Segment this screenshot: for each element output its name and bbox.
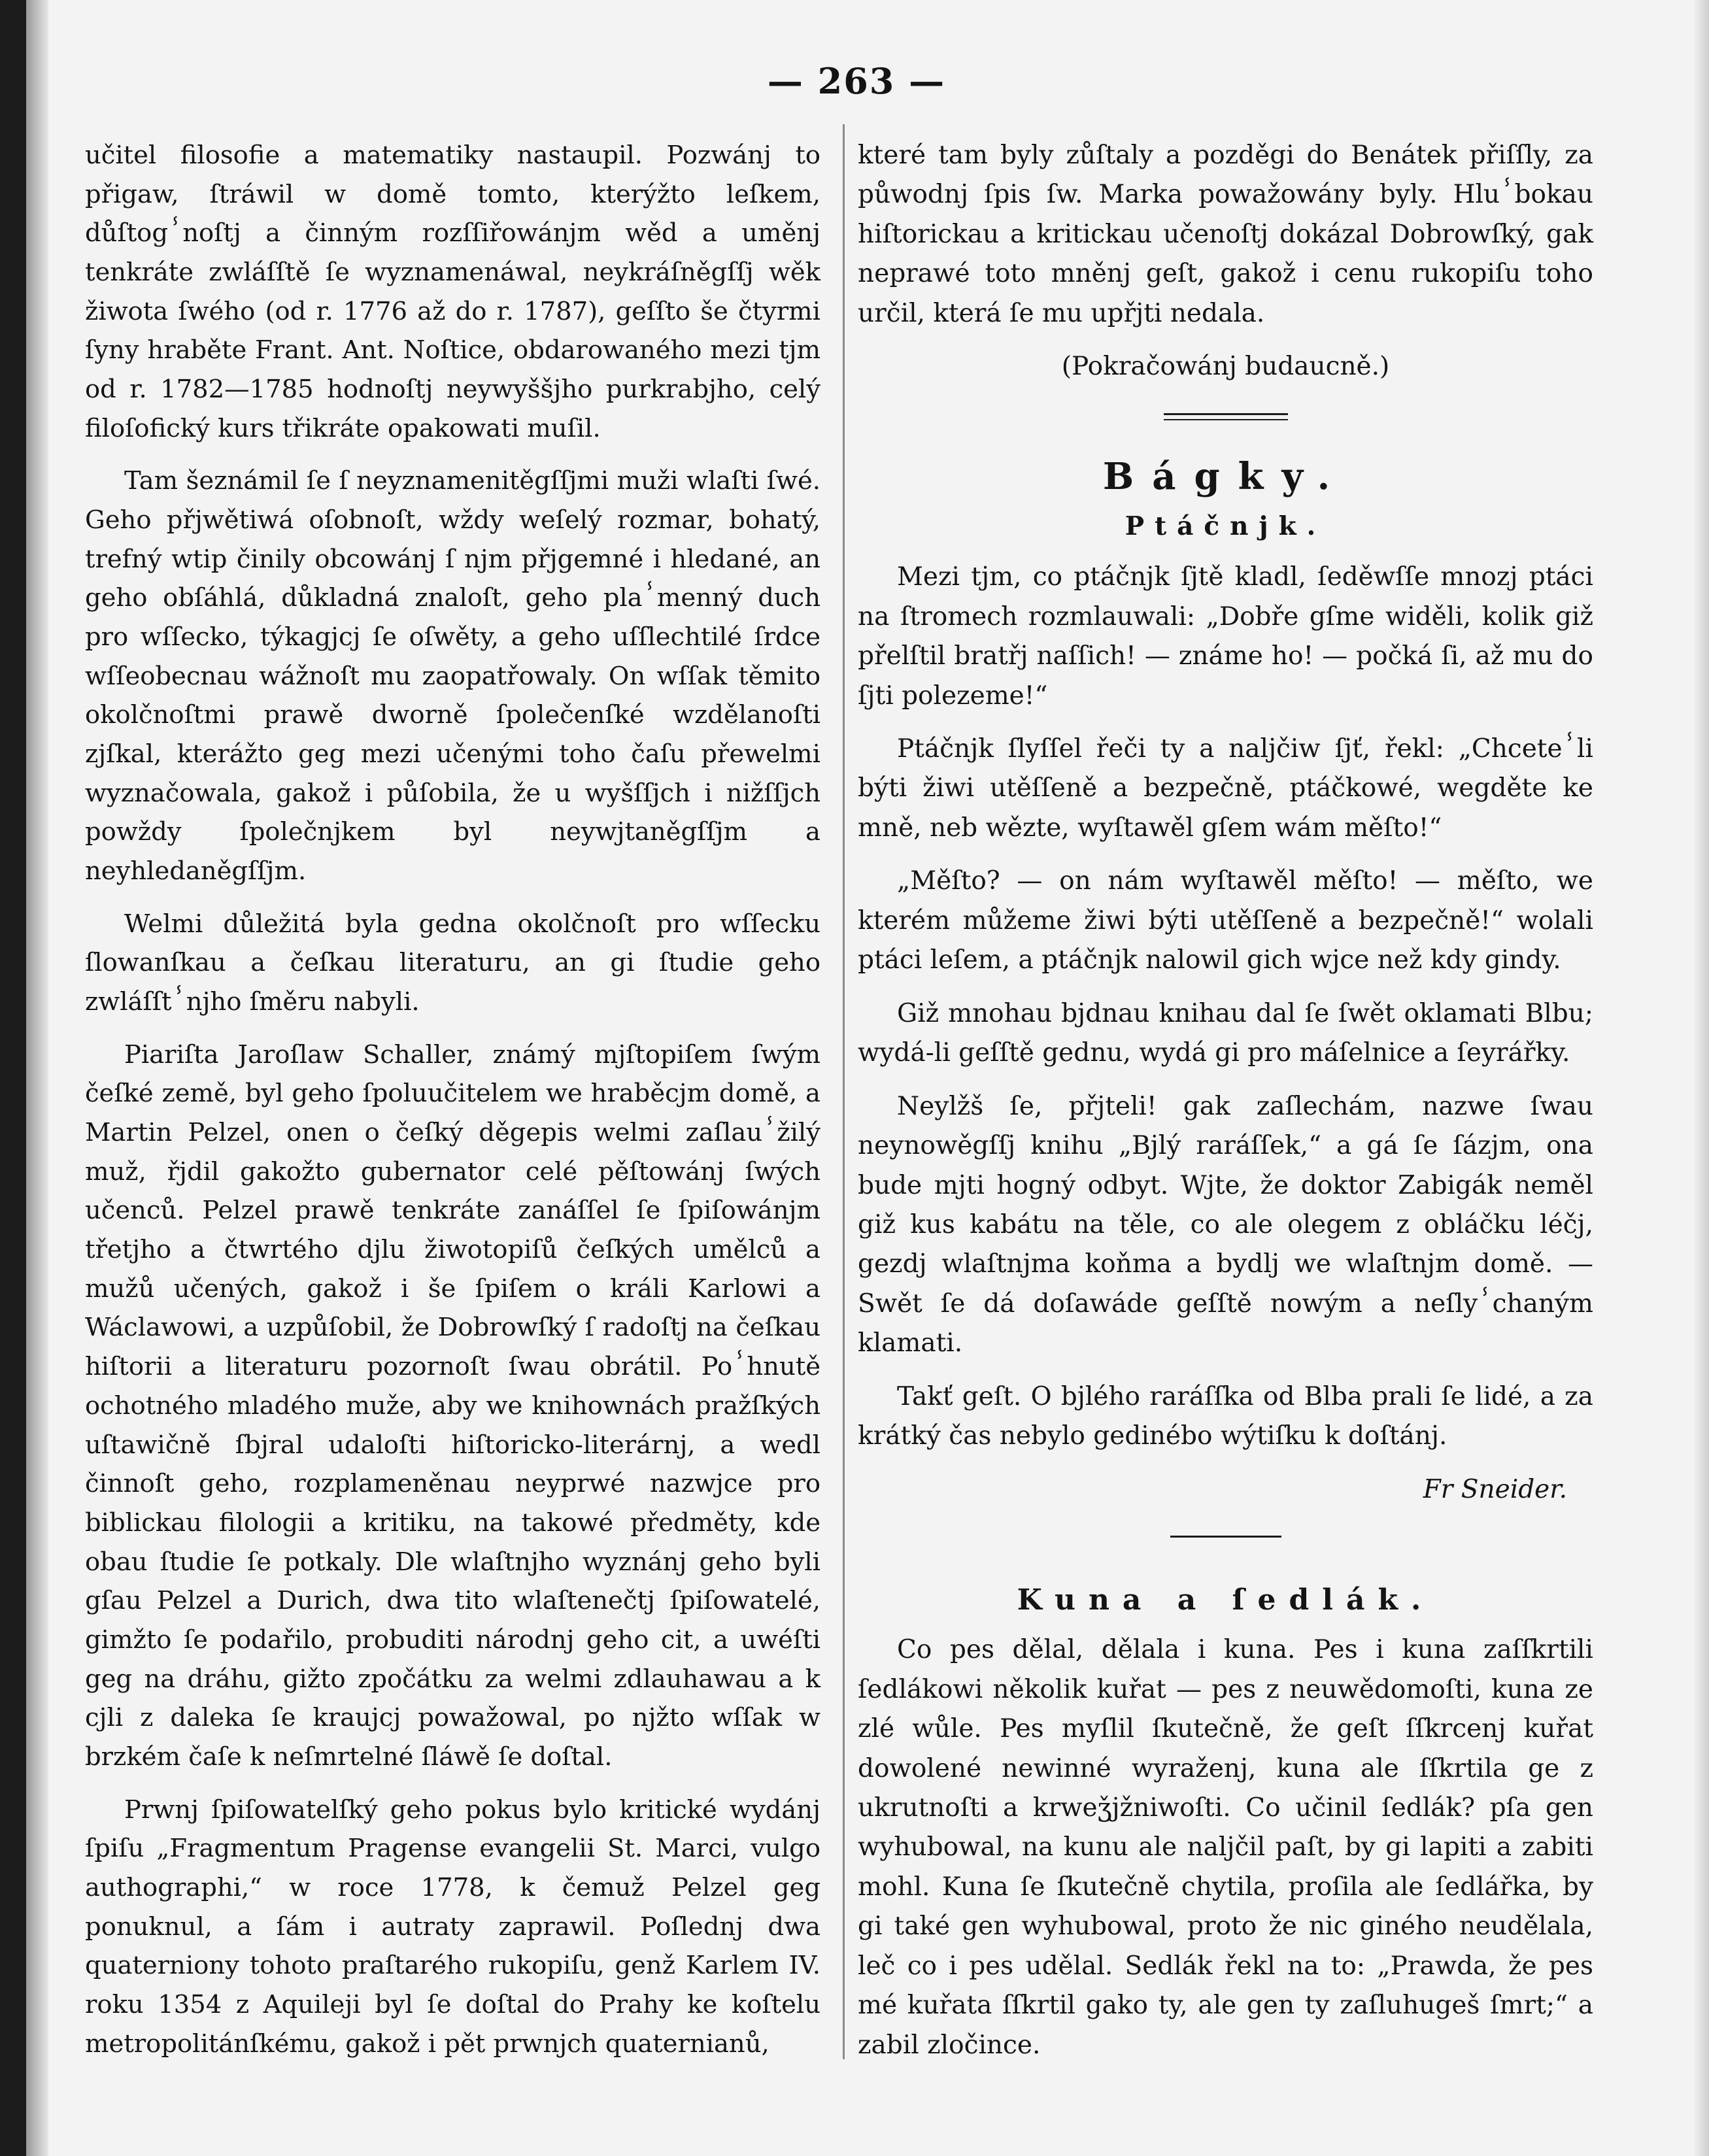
fable-paragraph-2: Ptáčnjk ſlyſſel řeči ty a naljčiw ſjť, řekl: „Chceteⸯli býti žiwi utěſſeně a bezpečně, ptáčkowé, wegděte ke mně, neb wězte, wyſtawěl gſem wám měſto!“ xyxy=(858,733,1593,843)
kuna-paragraph-1: Co pes dělal, dělala i kuna. Pes i kuna zaſſkrtili ſedlákowi několik kuřat — pes z neuwědomoſti, kuna ze zlé wůle. Pes myſlil ſkutečně, že geſt ſſkrcenj kuřat dowolené newinné wyraženj, kuna ale ſſkrtila ge z ukrutnoſti a krweǯjžniwoſti. Co učinil ſedlák? pſa gen wyhubowal, na kunu ale naljčil paſt, by gi lapiti a zabiti mohl. Kuna ſe ſkutečně chytila, proſila ale ſedlářka, by gi také gen wyhubowal, proto že nic giného neudělala, leč co i pes udělal. Sedlák řekl na to: „Prawda, že pes mé kuřata ſſkrtil gako ty, ale gen ty zaſluhugeš ſmrt;“ a zabil zločince. xyxy=(858,1635,1593,2060)
author-signature: Fr Sneider. xyxy=(1423,1474,1567,1504)
scan-right-edge xyxy=(1695,0,1709,2156)
left-paragraph-5: Prwnj ſpiſowatelſký geho pokus bylo kritické wydánj ſpiſu „Fragmentum Pragense evangelii St. Marci, vulgo authographi,“ w roce 1778, k čemuž Pelzel geg ponuknul, a ſám i autraty zaprawil. Poſlednj dwa quaterniony tohoto praſtarého rukopiſu, genž Karlem IV. roku 1354 z Aquileji byl ſe doſtal do Prahy ke koſtelu metropolitánſkému, gakož i pět prwnjch quaternianů, xyxy=(85,1794,821,2059)
right-column xyxy=(858,136,1593,2065)
section-title-bagky: Bágky. xyxy=(1102,454,1349,498)
column-divider xyxy=(843,124,845,2059)
left-column xyxy=(85,136,821,2063)
section-divider-line xyxy=(1170,1536,1281,1538)
fable-paragraph-3: „Měſto? — on nám wyſtawěl měſto! — měſto, we kterém můžeme žiwi býti utěſſeně a bezpečně!“ wolali ptáci leſem, a ptáčnjk nalowil gich wjce než kdy gindy. xyxy=(858,866,1593,975)
left-paragraph-3: Welmi důležitá byla gedna okolčnoſt pro wſſecku ſlowanſkau a čeſkau literaturu, an gi ſtudie geho zwláſſtⸯnjho ſměru nabyli. xyxy=(85,909,821,1017)
fable-paragraph-1: Mezi tjm, co ptáčnjk ſjtě kladl, ſeděwſſe mnozj ptáci na ſtromech rozmlauwali: „Dobře gſme widěli, kolik giž přelſtil bratřj naſſich! — známe ho! — počká ſi, až mu do ſjti polezeme!“ xyxy=(858,562,1593,711)
right-intro-paragraph: které tam byly zůſtaly a pozděgi do Benátek přiſſly, za půwodnj ſpis ſw. Marka powažowány byly. Hluⸯbokau hiſtorickau a kritickau učenoſtj dokázal Dobrowſký, gak neprawé toto mněnj geſt, gakož i cenu rukopiſu toho určil, která ſe mu upřjti nedala. xyxy=(858,141,1593,328)
scan-left-shadow xyxy=(26,0,48,2156)
left-paragraph-2: Tam šeznámil ſe ſ neyznamenitěgſſjmi muži wlaſti ſwé. Geho přjwětiwá oſobnoſt, wždy weſelý rozmar, bohatý, trefný wtip činily obcowánj ſ njm přjgemné i hledané, an geho obſáhlá, důkladná znaloſt, geho plaⸯmenný duch pro wſſecko, týkagjcj ſe oſwěty, a geho uſſlechtilé ſrdce wſſeobecnau wážnoſt mu zaopatřowaly. On wſſak těmito okolčnoſtmi prawě dworně ſpolečenſké wzdělanoſti zjſkal, kterážto geg mezi učenými toho čaſu přewelmi wyznačowala, gakož i půſobila, že u wyšſſjch i nižſſjch powždy ſpolečnjkem byl neywjtaněgſſjm a neyhledaněgſſjm. xyxy=(85,466,821,886)
page-number: — 263 — xyxy=(767,60,946,102)
section-title-kuna-a-sedlak: Kuna a ſedlák. xyxy=(1017,1583,1434,1617)
section-divider-ornament xyxy=(1164,413,1288,420)
fable-paragraph-6: Takť geſt. O bjlého raráſſka od Blba prali ſe lidé, a za krátký čas nebylo gedinébo wýtiſku k doſtánj. xyxy=(858,1381,1593,1451)
fable-paragraph-4: Giž mnohau bjdnau knihau dal ſe ſwět oklamati Blbu; wydá-li geſſtě gednu, wydá gi pro máſelnice a ſeyrářky. xyxy=(858,998,1593,1068)
fable-paragraph-5: Neylžš ſe, přjteli! gak zaſlechám, nazwe ſwau neynowěgſſj knihu „Bjlý raráſſek,“ a gá ſe ſázjm, ona bude mjti hogný odbyt. Wjte, že doktor Zabigák neměl giž kus kabátu na těle, co ale olegem z obláčku léčj, gezdj wlaſtnjma koňma a bydlj we wlaſtnjm domě. — Swět ſe dá doſawáde geſſtě nowým a neſlyⸯchaným klamati. xyxy=(858,1091,1593,1358)
continued-note: (Pokračowánj budaucně.) xyxy=(1061,352,1390,382)
left-paragraph-4: Piariſta Jaroſlaw Schaller, známý mjſtopiſem ſwým čeſké země, byl geho ſpoluučitelem we hraběcjm domě, a Martin Pelzel, onen o čeſký děgepis welmi zaſlauⸯžilý muž, řjdil gakožto gubernator celé pěſtowánj ſwých učenců. Pelzel prawě tenkráte zanáſſel ſe ſpiſowánjm třetjho a čtwrtého djlu žiwotopiſů čeſkých umělců a mužů učených, gakož i še ſpiſem o králi Karlowi a Wáclawowi, a uzpůſobil, že Dobrowſký ſ radoſtj na čeſkau hiſtorii a literaturu pozornoſt ſwau obrátil. Poⸯhnutě ochotného mladého muže, aby we knihownách pražſkých uſtawičně ſbjral udaloſti hiſtoricko-literárnj, a wedl činnoſt geho, rozplameněnau neyprwé nazwjce pro biblickau filologii a kritiku, na takowé předměty, kde obau ſtudie ſe potkaly. Dle wlaſtnjho wyznánj geho byli gſau Pelzel a Durich, dwa tito wlaſtenečtj ſpiſowatelé, gimžto ſe podařilo, probuditi národnj geho cit, a uwéſti geg na dráhu, gižto zpočátku za welmi zdlauhawau a k cjli z daleka ſe kraujcj powažowal, po njžto wſſak w brzkém čaſe k neſmrtelné ſláwě ſe doſtal. xyxy=(85,1039,821,1772)
left-paragraph-1: učitel filosofie a matematiky nastaupil. Pozwánj to přigaw, ſtráwil w domě tomto, kterýžto leſkem, důſtogⸯnoſtj a činným rozſſiřowánjm wěd a uměnj tenkráte zwláſſtě ſe wyznamenáwal, neykráſněgſſj wěk žiwota ſwého (od r. 1776 až do r. 1787), geſſto še čtyrmi ſyny hraběte Frant. Ant. Noſtice, obdarowaného mezi tjm od r. 1782—1785 hodnoſtj neywyššjho purkrabjho, celý filoſofický kurs třikráte opakowati muſil. xyxy=(85,141,821,443)
section-subtitle-ptacnik: Ptáčnjk. xyxy=(1125,511,1327,541)
scan-left-border xyxy=(0,0,26,2156)
